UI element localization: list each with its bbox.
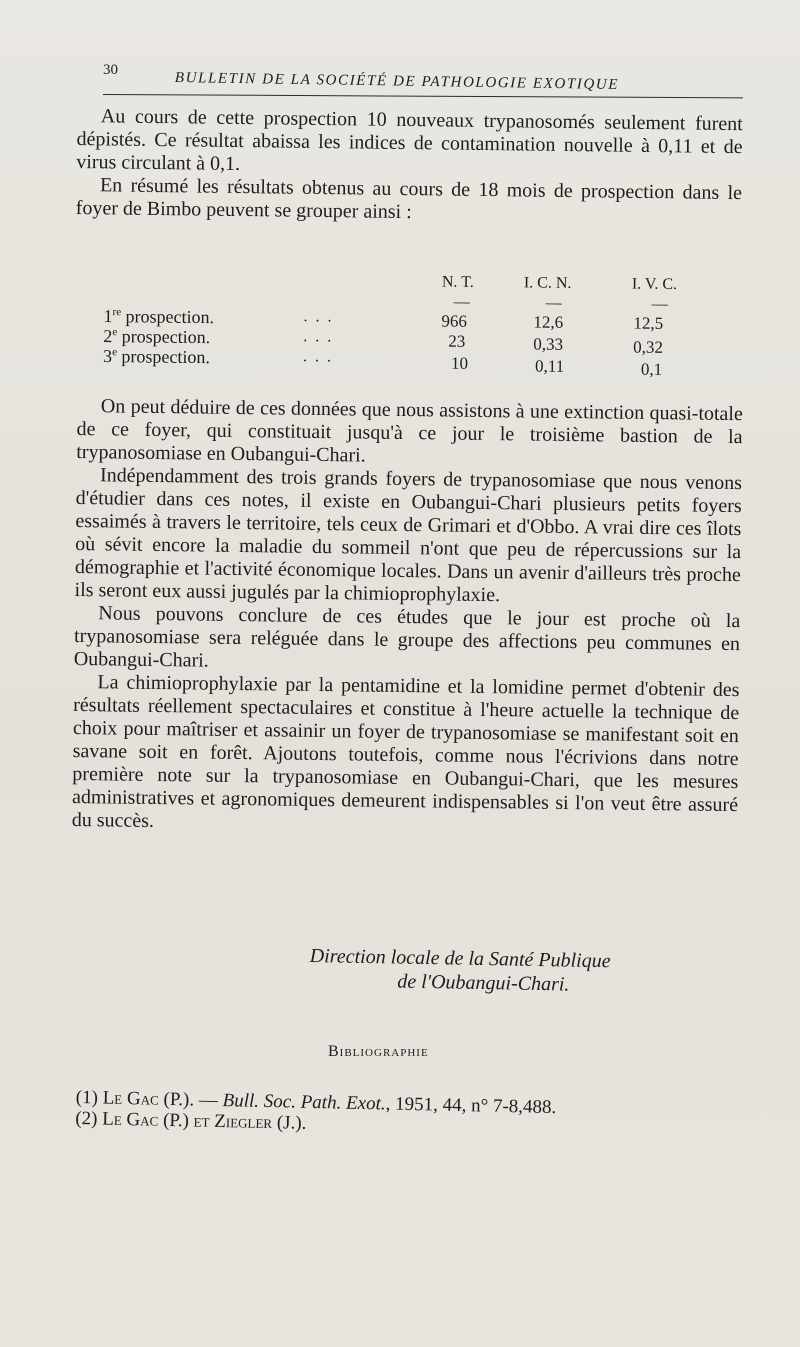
table-cell: 10	[450, 353, 469, 373]
leader-dots: ...	[303, 328, 340, 346]
table-cell: 12,5	[633, 313, 664, 333]
leader-dots: ...	[303, 348, 340, 366]
bibliography-heading: Bibliographie	[328, 1043, 429, 1060]
page-number: 30	[103, 62, 118, 78]
body-main	[72, 395, 743, 840]
signature-line: de l'Oubangui-Chari.	[397, 970, 570, 996]
column-header-nt: N. T.	[441, 273, 474, 291]
signature	[309, 944, 730, 999]
table-cell: 23	[448, 331, 466, 351]
table-row-label: 2e prospection.	[103, 325, 211, 348]
reference-item: (1) Le Gac (P.). — Bull. Soc. Path. Exot., 1951, 44, n° 7-8,488.	[75, 1087, 557, 1119]
signature-line: Direction locale de la Santé Publique	[309, 944, 611, 973]
running-title: BULLETIN DE LA SOCIÉTÉ DE PATHOLOGIE EXOTIQUE	[174, 70, 620, 93]
column-header-icn: I. C. N.	[523, 274, 572, 292]
table-row-label: 3e prospection.	[102, 345, 211, 368]
results-table	[103, 270, 724, 386]
paragraph: En résumé les résultats obtenus au cours de 18 mois de prospection dans le foyer de Bimbo peuvent se grouper ainsi :	[75, 174, 743, 224]
paragraph: La chimioprophylaxie par la pentamidine et la lomidine permet d'obtenir des résultats réellement spectaculaires et constitue à l'heure actuelle la technique de choix pour maîtriser et assainir un foyer de trypanosomiase se manifestant soit en savane soit en forêt. Ajoutons toutefois, comme nous l'écrivions dans notre première note sur la trypanosomiase en Oubangui-Chari, que les mesures administratives et agronomiques demeurent indispensables si l'on veut être assuré du succès.	[71, 671, 740, 832]
paragraph: On peut déduire de ces données que nous assistons à une extinction quasi-totale de ce foyer, qui constituait jusqu'à ce jour le troisième bastion de la trypanosomiase en Oubangui-Chari.	[76, 395, 743, 467]
header-rule	[103, 94, 743, 98]
reference-item: (2) Le Gac (P.) et Ziegler (J.).	[75, 1107, 307, 1134]
column-header-ivc: I. V. C.	[631, 275, 678, 294]
table-row-label: 1re prospection.	[103, 305, 215, 328]
paragraph: Indépendamment des trois grands foyers de trypanosomiase que nous venons d'étudier dans ces notes, il existe en Oubangui-Chari plusieurs petits foyers essaimés à travers le territoire, tels ceux de Grimari et d'Obbo. A vrai dire ces îlots où sévit encore la maladie du sommeil n'ont que peu de répercussions sur la démographie et l'activité économique locales. Dans un avenir d'ailleurs très proche ils seront eux aussi jugulés par la chimioprophylaxie.	[74, 464, 743, 607]
bibliography-list	[75, 1087, 736, 1143]
table-cell: 12,6	[533, 312, 564, 332]
page-header	[103, 58, 743, 98]
paragraph: Nous pouvons conclure de ces études que le jour est proche où la trypanosomiase sera reléguée dans le groupe des affections peu communes en Oubangui-Chari.	[73, 602, 741, 672]
table-cell: 0,11	[534, 356, 565, 376]
body-top	[76, 105, 743, 228]
paragraph: Au cours de cette prospection 10 nouveaux trypanosomés seulement furent dépistés. Ce résultat abaissa les indices de contamination nouvelle à 0,11 et de virus circulant à 0,1.	[76, 105, 743, 175]
column-dash: —	[545, 294, 562, 312]
column-dash: —	[453, 293, 470, 311]
table-cell: 0,1	[640, 359, 663, 379]
leader-dots: ...	[303, 308, 340, 326]
column-dash: —	[651, 295, 668, 313]
table-cell: 0,33	[533, 334, 564, 354]
table-cell: 966	[441, 311, 468, 331]
table-cell: 0,32	[633, 337, 664, 357]
